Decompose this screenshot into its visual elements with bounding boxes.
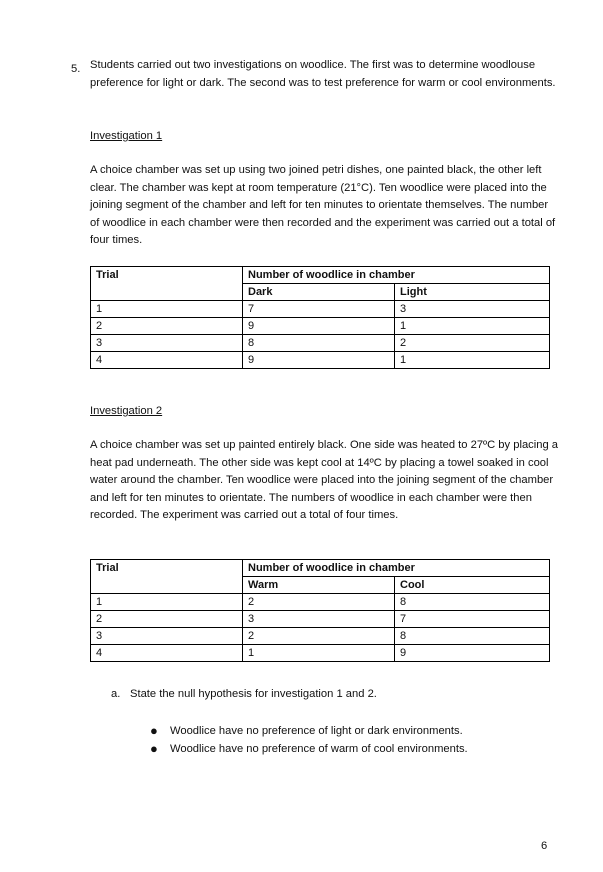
answer-text: Woodlice have no preference of warm of cool environments. xyxy=(170,743,468,755)
answer-text: Woodlice have no preference of light or dark environments. xyxy=(170,725,463,737)
dark-count-cell: 9 xyxy=(243,352,395,369)
bullet-icon: ● xyxy=(150,741,158,756)
trial-cell: 3 xyxy=(91,628,243,645)
light-header: Light xyxy=(395,284,550,301)
warm-header: Warm xyxy=(243,577,395,594)
table-row xyxy=(91,611,550,628)
investigation-2-heading: Investigation 2 xyxy=(90,405,163,417)
cool-count-cell: 7 xyxy=(395,611,550,628)
cool-count-cell: 9 xyxy=(395,645,550,662)
dark-count-cell: 9 xyxy=(243,318,395,335)
cool-count-cell: 8 xyxy=(395,628,550,645)
light-count-cell: 1 xyxy=(395,352,550,369)
trial-cell: 2 xyxy=(91,318,243,335)
page-number: 6 xyxy=(541,840,548,852)
table-row xyxy=(91,318,550,335)
table-row xyxy=(91,594,550,611)
table-row xyxy=(91,352,550,369)
group-header: Number of woodlice in chamber xyxy=(243,560,550,577)
light-count-cell: 3 xyxy=(395,301,550,318)
trial-cell: 1 xyxy=(91,301,243,318)
question-intro: Students carried out two investigations on woodlice. The first was to determine woodlouse preference for light or dark. The second was to test preference for warm or cool environments. xyxy=(90,59,556,89)
trial-cell: 3 xyxy=(91,335,243,352)
dark-header: Dark xyxy=(243,284,395,301)
table-row xyxy=(91,645,550,662)
question-number: 5. xyxy=(71,63,81,75)
bullet-icon: ● xyxy=(150,723,158,738)
answer-list xyxy=(150,722,468,758)
table-row xyxy=(91,628,550,645)
table-row xyxy=(91,301,550,318)
light-count-cell: 1 xyxy=(395,318,550,335)
list-item xyxy=(150,740,468,758)
trial-header: Trial xyxy=(91,267,243,301)
trial-cell: 4 xyxy=(91,352,243,369)
warm-count-cell: 1 xyxy=(243,645,395,662)
subquestion-letter: a. xyxy=(111,688,121,700)
table-row xyxy=(91,335,550,352)
table-header-row xyxy=(91,267,550,284)
investigation-1-table xyxy=(90,266,550,369)
list-item xyxy=(150,722,468,740)
dark-count-cell: 8 xyxy=(243,335,395,352)
investigation-1-description: A choice chamber was set up using two joined petri dishes, one painted black, the other left clear. The chamber was kept at room temperature (21°C). Ten woodlice were placed into the joining segment of the chamber and left for ten minutes to orientate themselves. The number of woodlice in each chamber were then recorded and the experiment was carried out a total of four times. xyxy=(90,164,556,247)
light-count-cell: 2 xyxy=(395,335,550,352)
dark-count-cell: 7 xyxy=(243,301,395,318)
investigation-2-description: A choice chamber was set up painted entirely black. One side was heated to 27ºC by placing a heat pad underneath. The other side was kept cool at 14ºC by placing a towel soaked in cool water around the chamber. Ten woodlice were placed into the joining segment of the chamber and left for ten minutes to orientate. The numbers of woodlice in each chamber were then recorded. The experiment was carried out a total of four times. xyxy=(90,439,559,522)
warm-count-cell: 2 xyxy=(243,594,395,611)
investigation-1-heading: Investigation 1 xyxy=(90,130,163,142)
subquestion-a xyxy=(111,686,377,703)
table-header-row xyxy=(91,560,550,577)
trial-cell: 2 xyxy=(91,611,243,628)
cool-header: Cool xyxy=(395,577,550,594)
warm-count-cell: 2 xyxy=(243,628,395,645)
investigation-2-table xyxy=(90,559,550,662)
group-header: Number of woodlice in chamber xyxy=(243,267,550,284)
cool-count-cell: 8 xyxy=(395,594,550,611)
subquestion-text: State the null hypothesis for investigation 1 and 2. xyxy=(130,688,377,700)
trial-header: Trial xyxy=(91,560,243,594)
warm-count-cell: 3 xyxy=(243,611,395,628)
trial-cell: 1 xyxy=(91,594,243,611)
trial-cell: 4 xyxy=(91,645,243,662)
